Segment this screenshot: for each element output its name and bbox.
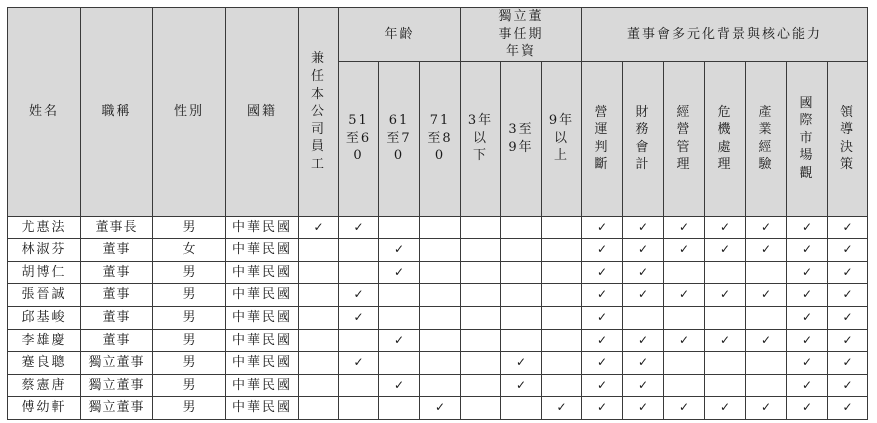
criteria-cell [501,329,542,352]
criteria-cell [542,329,582,352]
check-mark-icon: ✓ [637,377,649,392]
table-row [8,397,868,420]
criteria-cell [582,397,623,420]
board-diversity-table [7,7,868,420]
criteria-cell [461,239,501,262]
criteria-cell [582,284,623,307]
criteria-cell [542,307,582,330]
check-mark-icon: ✓ [596,219,608,234]
header-ability-2-label: 經營管理 [676,104,692,173]
criteria-cell [787,284,828,307]
criteria-cell [787,239,828,262]
check-mark-icon: ✓ [637,264,649,279]
table-row [8,261,868,284]
criteria-cell [379,397,420,420]
check-mark-icon: ✓ [760,332,772,347]
check-mark-icon: ✓ [515,377,527,392]
check-mark-icon: ✓ [596,242,608,257]
header-gender: 性別 [153,8,226,217]
check-mark-icon: ✓ [393,242,405,257]
check-mark-icon: ✓ [719,400,731,415]
criteria-cell [828,216,868,239]
director-gender: 男 [153,397,226,420]
criteria-cell [664,352,705,375]
criteria-cell [501,284,542,307]
criteria-cell [787,397,828,420]
criteria-cell [664,374,705,397]
criteria-cell [705,216,746,239]
check-mark-icon: ✓ [596,355,608,370]
criteria-cell [501,374,542,397]
check-mark-icon: ✓ [842,264,853,279]
header-tenure-1-label: 3至9年 [508,122,534,155]
director-title: 獨立董事 [81,397,153,420]
header-ability-0 [582,61,623,216]
table-row [8,284,868,307]
check-mark-icon: ✓ [719,219,731,234]
director-name: 張晉誠 [8,284,81,307]
director-title: 董事長 [81,216,153,239]
check-mark-icon: ✓ [760,242,772,257]
criteria-cell [623,261,664,284]
header-age-0 [339,61,379,216]
check-mark-icon: ✓ [719,332,731,347]
check-mark-icon: ✓ [678,332,690,347]
criteria-cell [828,239,868,262]
director-nationality: 中華民國 [226,352,299,375]
header-employee-label: 兼任本公司員工 [310,51,326,172]
check-mark-icon: ✓ [678,400,690,415]
director-nationality: 中華民國 [226,397,299,420]
criteria-cell [420,374,461,397]
criteria-cell [705,374,746,397]
header-ability-3 [705,61,746,216]
criteria-cell [746,216,787,239]
check-mark-icon: ✓ [353,219,364,234]
header-age-0-label: 51至60 [345,113,372,164]
check-mark-icon: ✓ [842,242,853,257]
criteria-cell [379,374,420,397]
check-mark-icon: ✓ [801,219,813,234]
director-nationality: 中華民國 [226,239,299,262]
check-mark-icon: ✓ [596,377,608,392]
director-nationality: 中華民國 [226,284,299,307]
header-ability-3-label: 危機處理 [717,104,733,173]
director-title: 獨立董事 [81,352,153,375]
header-tenure-0 [461,61,501,216]
criteria-cell [828,307,868,330]
criteria-cell [582,261,623,284]
check-mark-icon: ✓ [678,287,690,302]
criteria-cell [542,374,582,397]
check-mark-icon: ✓ [596,287,608,302]
criteria-cell [623,307,664,330]
criteria-cell [787,261,828,284]
criteria-cell [746,239,787,262]
header-title: 職稱 [81,8,153,217]
criteria-cell [828,352,868,375]
criteria-cell [746,374,787,397]
header-ability-6 [828,61,868,216]
check-mark-icon: ✓ [801,264,813,279]
criteria-cell [664,239,705,262]
criteria-cell [339,284,379,307]
check-mark-icon: ✓ [515,355,527,370]
director-gender: 男 [153,216,226,239]
criteria-cell [299,352,339,375]
header-ability-0-label: 營運判斷 [594,104,610,173]
check-mark-icon: ✓ [842,310,853,325]
director-gender: 男 [153,284,226,307]
check-mark-icon: ✓ [353,355,364,370]
header-name: 姓名 [8,8,81,217]
check-mark-icon: ✓ [760,400,772,415]
header-age-1 [379,61,420,216]
criteria-cell [461,397,501,420]
criteria-cell [299,284,339,307]
director-gender: 男 [153,352,226,375]
criteria-cell [379,284,420,307]
criteria-cell [705,352,746,375]
header-employee [299,8,339,217]
criteria-cell [339,239,379,262]
criteria-cell [705,307,746,330]
criteria-cell [420,307,461,330]
director-gender: 女 [153,239,226,262]
check-mark-icon: ✓ [801,332,813,347]
check-mark-icon: ✓ [596,310,608,325]
table-row [8,352,868,375]
table-row [8,374,868,397]
director-gender: 男 [153,261,226,284]
criteria-cell [461,352,501,375]
director-name: 傅幼軒 [8,397,81,420]
criteria-cell [299,374,339,397]
criteria-cell [664,284,705,307]
director-title: 董事 [81,284,153,307]
criteria-cell [339,261,379,284]
header-ability-1 [623,61,664,216]
criteria-cell [501,239,542,262]
check-mark-icon: ✓ [801,377,813,392]
criteria-cell [299,239,339,262]
header-nationality: 國籍 [226,8,299,217]
criteria-cell [379,261,420,284]
director-title: 董事 [81,329,153,352]
check-mark-icon: ✓ [393,332,405,347]
criteria-cell [582,374,623,397]
check-mark-icon: ✓ [801,287,813,302]
criteria-cell [420,261,461,284]
criteria-cell [705,261,746,284]
criteria-cell [746,307,787,330]
check-mark-icon: ✓ [393,264,405,279]
criteria-cell [623,352,664,375]
criteria-cell [664,397,705,420]
criteria-cell [582,216,623,239]
criteria-cell [299,329,339,352]
criteria-cell [501,261,542,284]
director-gender: 男 [153,329,226,352]
header-ability-4-label: 產業經驗 [758,104,774,173]
criteria-cell [746,261,787,284]
check-mark-icon: ✓ [637,400,649,415]
director-name: 林淑芬 [8,239,81,262]
director-title: 董事 [81,307,153,330]
criteria-cell [299,307,339,330]
criteria-cell [787,216,828,239]
criteria-cell [420,284,461,307]
director-nationality: 中華民國 [226,216,299,239]
criteria-cell [501,397,542,420]
criteria-cell [746,397,787,420]
criteria-cell [501,352,542,375]
criteria-cell [828,329,868,352]
check-mark-icon: ✓ [760,219,772,234]
header-ability-5-label: 國際市場觀 [799,95,815,181]
criteria-cell [705,284,746,307]
criteria-cell [746,329,787,352]
criteria-cell [379,352,420,375]
criteria-cell [420,397,461,420]
criteria-cell [379,307,420,330]
director-nationality: 中華民國 [226,307,299,330]
criteria-cell [461,374,501,397]
board-diversity-table-container [7,7,868,420]
criteria-cell [746,352,787,375]
criteria-cell [623,284,664,307]
header-tenure-2 [542,61,582,216]
check-mark-icon: ✓ [637,332,649,347]
check-mark-icon: ✓ [801,355,813,370]
director-gender: 男 [153,374,226,397]
director-nationality: 中華民國 [226,374,299,397]
header-tenure-2-label: 9年以上 [548,113,575,164]
criteria-cell [705,397,746,420]
criteria-cell [705,239,746,262]
criteria-cell [339,397,379,420]
criteria-cell [828,397,868,420]
director-title: 獨立董事 [81,374,153,397]
criteria-cell [461,261,501,284]
criteria-cell [461,329,501,352]
criteria-cell [420,216,461,239]
criteria-cell [299,216,339,239]
header-ability-2 [664,61,705,216]
criteria-cell [379,216,420,239]
header-ability-1-label: 財務會計 [635,104,651,173]
criteria-cell [461,216,501,239]
criteria-cell [339,307,379,330]
criteria-cell [623,397,664,420]
criteria-cell [664,216,705,239]
criteria-cell [623,216,664,239]
check-mark-icon: ✓ [393,377,405,392]
check-mark-icon: ✓ [842,332,853,347]
check-mark-icon: ✓ [556,400,567,415]
check-mark-icon: ✓ [313,219,324,234]
check-mark-icon: ✓ [596,400,608,415]
check-mark-icon: ✓ [596,332,608,347]
criteria-cell [828,284,868,307]
header-age-2 [420,61,461,216]
director-name: 胡博仁 [8,261,81,284]
criteria-cell [420,352,461,375]
check-mark-icon: ✓ [842,287,853,302]
criteria-cell [379,329,420,352]
criteria-cell [787,374,828,397]
check-mark-icon: ✓ [637,219,649,234]
criteria-cell [623,374,664,397]
check-mark-icon: ✓ [801,242,813,257]
check-mark-icon: ✓ [637,287,649,302]
criteria-cell [787,307,828,330]
criteria-cell [339,216,379,239]
criteria-cell [582,307,623,330]
criteria-cell [664,261,705,284]
check-mark-icon: ✓ [678,219,690,234]
criteria-cell [705,329,746,352]
criteria-cell [542,397,582,420]
criteria-cell [542,352,582,375]
table-row [8,307,868,330]
criteria-cell [582,352,623,375]
criteria-cell [420,329,461,352]
header-tenure-0-label: 3年以下 [467,113,494,164]
director-name: 尤惠法 [8,216,81,239]
check-mark-icon: ✓ [842,355,853,370]
table-row [8,216,868,239]
criteria-cell [664,307,705,330]
director-name: 蔡憲唐 [8,374,81,397]
criteria-cell [501,216,542,239]
director-title: 董事 [81,261,153,284]
check-mark-icon: ✓ [801,310,813,325]
criteria-cell [787,329,828,352]
check-mark-icon: ✓ [353,310,364,325]
criteria-cell [379,239,420,262]
criteria-cell [339,352,379,375]
director-nationality: 中華民國 [226,329,299,352]
criteria-cell [582,239,623,262]
table-row [8,329,868,352]
director-name: 邱基峻 [8,307,81,330]
table-body [8,216,868,419]
criteria-cell [542,216,582,239]
director-nationality: 中華民國 [226,261,299,284]
header-ability-group: 董事會多元化背景與核心能力 [582,8,868,62]
criteria-cell [664,329,705,352]
check-mark-icon: ✓ [842,400,853,415]
check-mark-icon: ✓ [637,242,649,257]
check-mark-icon: ✓ [353,287,364,302]
criteria-cell [623,239,664,262]
director-gender: 男 [153,307,226,330]
header-age-group: 年齡 [339,8,461,62]
director-title: 董事 [81,239,153,262]
criteria-cell [339,329,379,352]
check-mark-icon: ✓ [719,242,731,257]
header-age-1-label: 61至70 [386,113,412,164]
check-mark-icon: ✓ [760,287,772,302]
criteria-cell [501,307,542,330]
check-mark-icon: ✓ [637,355,649,370]
table-row [8,239,868,262]
criteria-cell [746,284,787,307]
header-ability-5 [787,61,828,216]
criteria-cell [828,261,868,284]
criteria-cell [542,284,582,307]
criteria-cell [787,352,828,375]
check-mark-icon: ✓ [434,400,446,415]
criteria-cell [299,397,339,420]
check-mark-icon: ✓ [842,377,853,392]
check-mark-icon: ✓ [719,287,731,302]
director-name: 李雄慶 [8,329,81,352]
header-tenure-1 [501,61,542,216]
criteria-cell [339,374,379,397]
header-age-2-label: 71至80 [427,113,453,164]
header-tenure-group [461,8,582,62]
criteria-cell [828,374,868,397]
criteria-cell [623,329,664,352]
check-mark-icon: ✓ [596,264,608,279]
criteria-cell [420,239,461,262]
header-ability-6-label: 領導決策 [839,104,855,173]
criteria-cell [542,239,582,262]
criteria-cell [542,261,582,284]
criteria-cell [299,261,339,284]
criteria-cell [461,284,501,307]
header-tenure-group-label: 獨立董事任期年資 [498,9,544,60]
director-name: 蹇良聰 [8,352,81,375]
table-header [8,8,868,217]
criteria-cell [582,329,623,352]
check-mark-icon: ✓ [842,219,853,234]
check-mark-icon: ✓ [801,400,813,415]
header-ability-4 [746,61,787,216]
check-mark-icon: ✓ [678,242,690,257]
criteria-cell [461,307,501,330]
